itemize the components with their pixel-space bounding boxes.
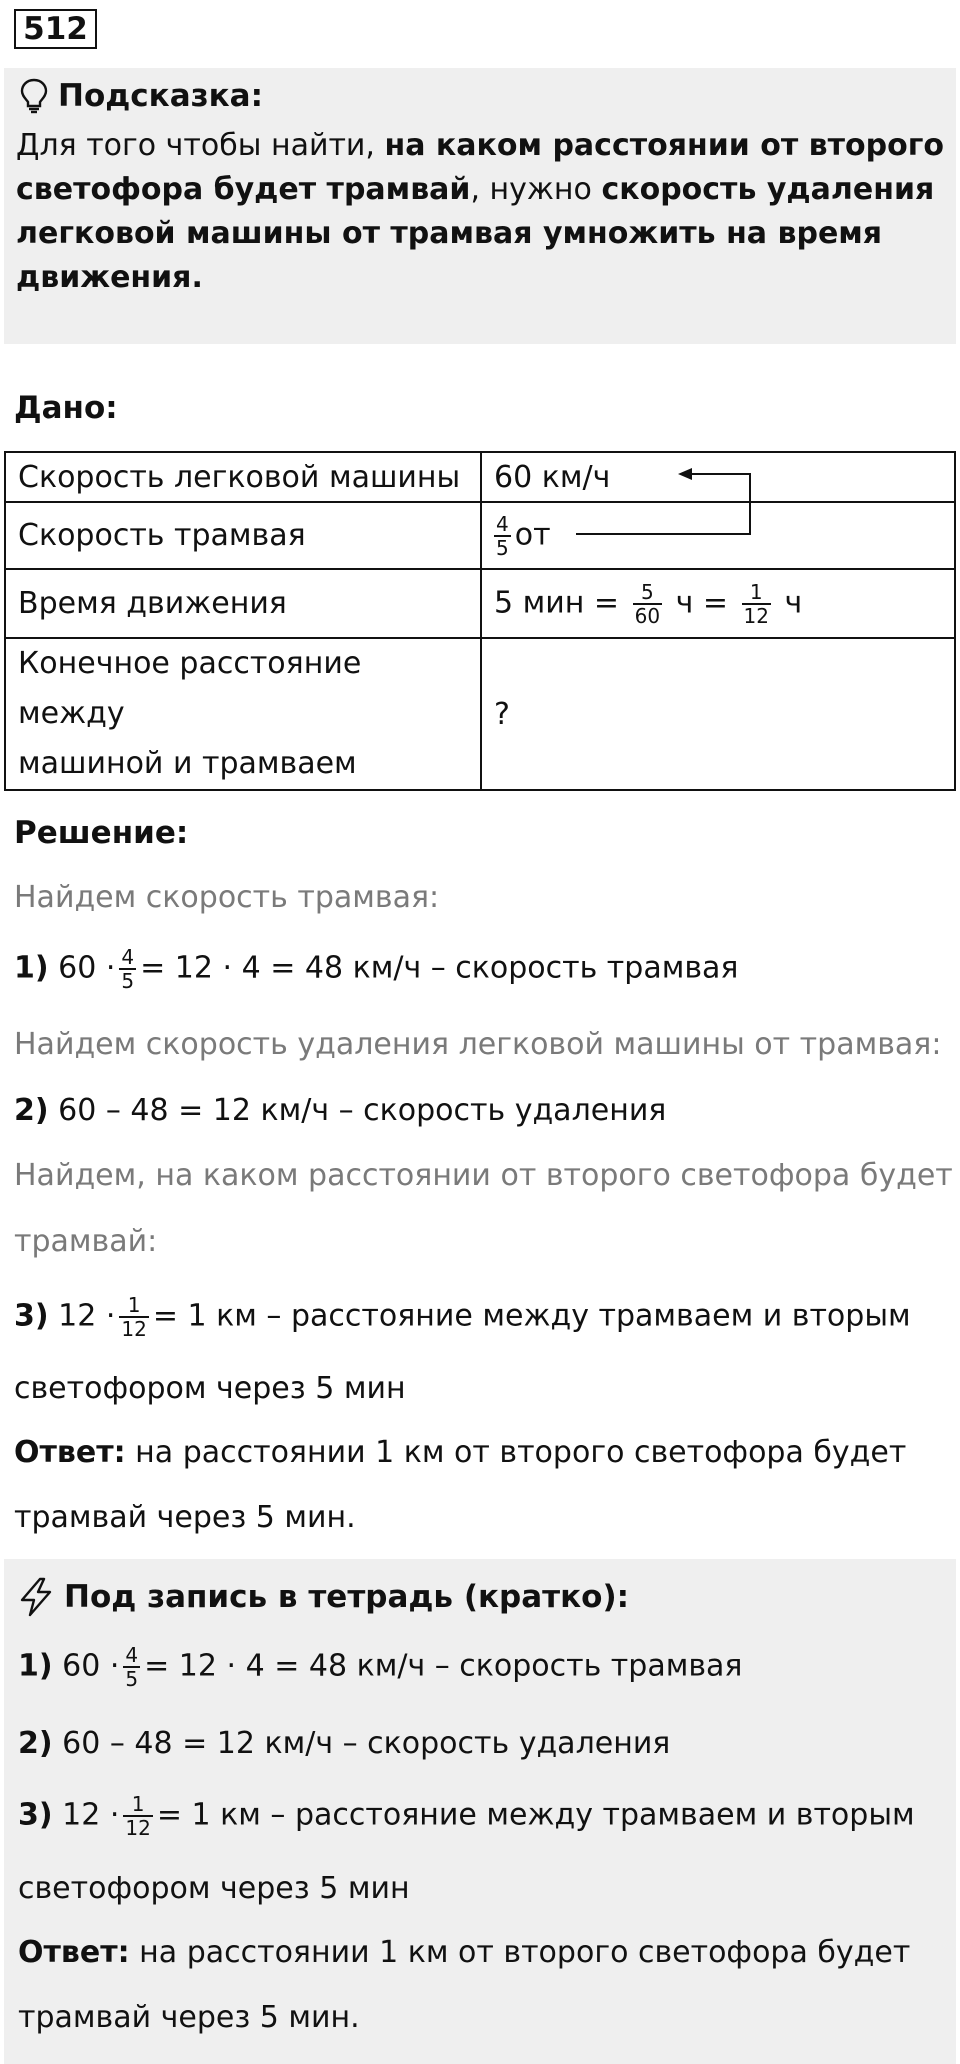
answer-label: Ответ: bbox=[14, 1435, 126, 1470]
answer-text: на расстоянии 1 км от второго светофора будет bbox=[139, 1935, 911, 1970]
fraction: $\frac{4}{5}$ bbox=[121, 945, 135, 993]
step-number: 3) bbox=[18, 1797, 53, 1833]
solution-step bbox=[14, 1294, 911, 1340]
step-continuation: светофором через 5 мин bbox=[14, 1371, 406, 1406]
time-unit: ч bbox=[784, 585, 803, 620]
step-text: 12 · bbox=[62, 1797, 120, 1833]
table-row bbox=[5, 638, 955, 790]
solution-step bbox=[14, 1093, 666, 1128]
step-text: 60 – 48 = 12 км/ч – скорость удаления bbox=[62, 1726, 671, 1761]
notes-step bbox=[18, 1793, 915, 1839]
step-text: = 12 · 4 = 48 км/ч – скорость трамвая bbox=[144, 1648, 743, 1684]
notes-box bbox=[4, 1559, 956, 2064]
answer-text: трамвай через 5 мин. bbox=[18, 2000, 360, 2035]
time-unit: ч = bbox=[675, 585, 728, 620]
answer-line bbox=[18, 1935, 910, 1970]
given-label: Дано: bbox=[14, 390, 118, 426]
hint-title: Подсказка: bbox=[58, 78, 263, 114]
hint-text-part: Для того чтобы найти, bbox=[16, 128, 385, 163]
step-number: 1) bbox=[14, 950, 49, 986]
given-name: Скорость трамвая bbox=[5, 502, 481, 569]
step-text: = 1 км – расстояние между трамваем и вторым bbox=[152, 1298, 911, 1334]
hint-text-bold: на каком расстоянии от второго светофора будет трамвай bbox=[16, 128, 945, 207]
solution-intro: трамвай: bbox=[14, 1224, 158, 1259]
given-value: 60 км/ч bbox=[481, 452, 955, 502]
step-text: = 12 · 4 = 48 км/ч – скорость трамвая bbox=[140, 950, 739, 986]
hint-text-part: , нужно bbox=[470, 172, 602, 207]
step-number: 2) bbox=[18, 1726, 53, 1761]
answer-label: Ответ: bbox=[18, 1935, 130, 1970]
task-number: 512 bbox=[14, 9, 97, 49]
fraction: $\frac{1}{12}$ bbox=[125, 1792, 151, 1840]
notes-step bbox=[18, 1726, 670, 1761]
solution-intro: Найдем скорость трамвая: bbox=[14, 880, 440, 915]
given-name: Время движения bbox=[5, 569, 481, 638]
step-text: 60 · bbox=[62, 1648, 120, 1684]
fraction: $\frac{5}{60}$ bbox=[634, 579, 661, 628]
hint-text-bold: скорость удаления легковой машины от трамвая умножить на время движения. bbox=[16, 172, 935, 295]
given-value-suffix: от bbox=[514, 517, 551, 552]
step-number: 1) bbox=[18, 1648, 53, 1684]
given-name-line: Конечное расстояние между bbox=[18, 646, 362, 731]
reference-arrow bbox=[0, 0, 960, 600]
step-text: 60 · bbox=[58, 950, 116, 986]
step-text: = 1 км – расстояние между трамваем и вторым bbox=[156, 1797, 915, 1833]
step-text: 12 · bbox=[58, 1298, 116, 1334]
notes-step bbox=[18, 1644, 742, 1690]
solution-intro: Найдем, на каком расстоянии от второго светофора будет bbox=[14, 1158, 953, 1193]
step-number: 2) bbox=[14, 1093, 49, 1128]
answer-text: трамвай через 5 мин. bbox=[14, 1500, 356, 1535]
given-value: ? bbox=[481, 638, 955, 790]
fraction: $\frac{4}{5}$ bbox=[125, 1643, 139, 1691]
notes-title: Под запись в тетрадь (кратко): bbox=[64, 1579, 630, 1615]
step-number: 3) bbox=[14, 1298, 49, 1334]
answer-line bbox=[14, 1435, 906, 1470]
given-name: Скорость легковой машины bbox=[5, 452, 481, 502]
fraction: $\frac{4}{5}$ bbox=[496, 511, 509, 560]
solution-step bbox=[14, 946, 738, 992]
answer-text: на расстоянии 1 км от второго светофора будет bbox=[135, 1435, 907, 1470]
fraction: $\frac{1}{12}$ bbox=[121, 1293, 147, 1341]
solution-label: Решение: bbox=[14, 815, 189, 851]
time-value: 5 мин = bbox=[494, 585, 620, 620]
notes-header bbox=[18, 1577, 629, 1617]
lightning-icon bbox=[18, 1577, 54, 1617]
given-name bbox=[5, 638, 481, 790]
fraction: $\frac{1}{12}$ bbox=[743, 579, 769, 628]
step-text: 60 – 48 = 12 км/ч – скорость удаления bbox=[58, 1093, 667, 1128]
step-continuation: светофором через 5 мин bbox=[18, 1871, 410, 1906]
solution-intro: Найдем скорость удаления легковой машины от трамвая: bbox=[14, 1027, 942, 1062]
given-name-line: машиной и трамваем bbox=[18, 746, 357, 781]
